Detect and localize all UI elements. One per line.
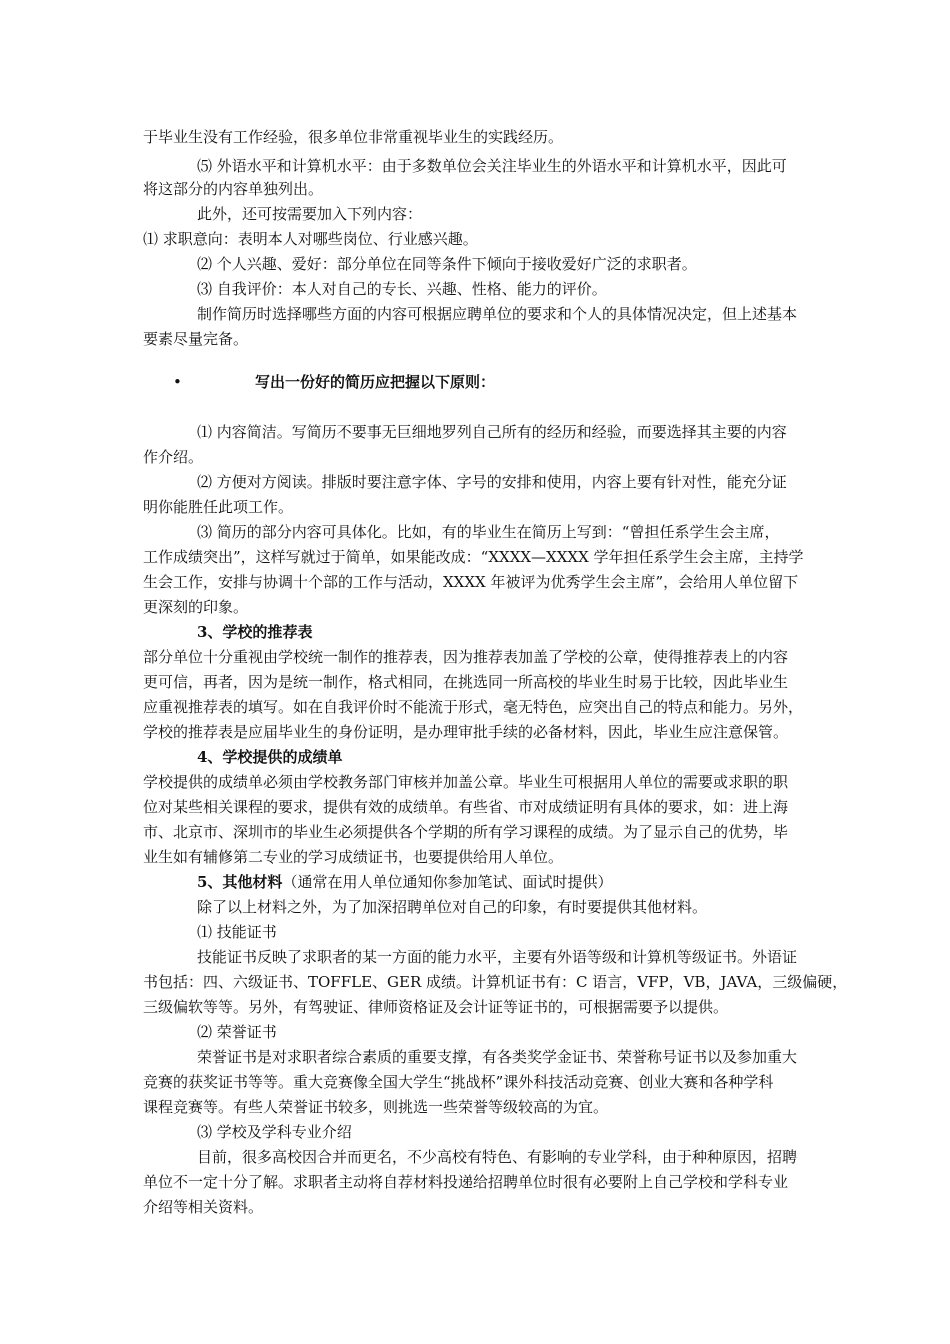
- section-heading: 3、学校的推荐表: [197, 623, 313, 641]
- paragraph-line: 竞赛的获奖证书等等。重大竞赛像全国大学生“挑战杯”课外科技活动竞赛、创业大赛和各种学科: [143, 1073, 774, 1091]
- list-item-line: ⑵ 方便对方阅读。排版时要注意字体、字号的安排和使用，内容上要有针对性，能充分证: [197, 473, 787, 491]
- paragraph-line: 三级偏软等等。另外，有驾驶证、律师资格证及会计证等证书的，可根据需要予以提供。: [143, 998, 729, 1016]
- list-item-line: ⑵ 个人兴趣、爱好：部分单位在同等条件下倾向于接收爱好广泛的求职者。: [197, 255, 697, 273]
- subheading: ⑶ 学校及学科专业介绍: [197, 1123, 352, 1141]
- paragraph-line: 位对某些相关课程的要求，提供有效的成绩单。有些省、市对成绩证明有具体的要求，如：进上海: [143, 798, 789, 816]
- paragraph-line: 书包括：四、六级证书、TOFFLE、GER 成绩。计算机证书有：C 语言，VFP，VB，JAVA，三级偏硬，: [143, 973, 848, 991]
- paragraph-line: 要素尽量完备。: [143, 330, 249, 348]
- section-heading-row: [197, 871, 612, 893]
- list-item-line: ⑴ 内容简洁。写简历不要事无巨细地罗列自己所有的经历和经验，而要选择其主要的内容: [197, 423, 787, 441]
- section-heading: 4、学校提供的成绩单: [197, 748, 343, 766]
- paragraph-line: 市、北京市、深圳市的毕业生必须提供各个学期的所有学习课程的成绩。为了显示自己的优势，毕: [143, 823, 789, 841]
- paragraph-line: 作介绍。: [143, 448, 204, 466]
- list-item-line: ⑶ 简历的部分内容可具体化。比如，有的毕业生在简历上写到：“曾担任系学生会主席，: [197, 523, 780, 541]
- paragraph-line: 更深刻的印象。: [143, 598, 249, 616]
- bullet-icon: •: [173, 373, 182, 391]
- list-item-line: ⑶ 自我评价：本人对自己的专长、兴趣、性格、能力的评价。: [197, 280, 607, 298]
- paragraph-line: 单位不一定十分了解。求职者主动将自荐材料投递给招聘单位时很有必要附上自己学校和学科专业: [143, 1173, 789, 1191]
- paragraph-line: 目前，很多高校因合并而更名，不少高校有特色、有影响的专业学科，由于种种原因，招聘: [197, 1148, 798, 1166]
- paragraph-line: 明你能胜任此项工作。: [143, 498, 294, 516]
- paragraph-line: 部分单位十分重视由学校统一制作的推荐表，因为推荐表加盖了学校的公章，使得推荐表上的内容: [143, 648, 789, 666]
- paragraph-line: 生会工作，安排与协调十个部的工作与活动，XXXX 年被评为优秀学生会主席”，会给用人单位留下: [143, 573, 799, 591]
- paragraph-line: 工作成绩突出”，这样写就过于简单，如果能改成：“XXXX—XXXX 学年担任系学生会主席，主持学: [143, 548, 804, 566]
- paragraph-line: 此外，还可按需要加入下列内容：: [197, 205, 423, 223]
- section-heading-note: （通常在用人单位通知你参加笔试、面试时提供）: [282, 873, 613, 891]
- subheading: ⑵ 荣誉证书: [197, 1023, 277, 1041]
- paragraph-line: 业生如有辅修第二专业的学习成绩证书，也要提供给用人单位。: [143, 848, 564, 866]
- list-item-line: ⑸ 外语水平和计算机水平：由于多数单位会关注毕业生的外语水平和计算机水平，因此可: [197, 157, 787, 175]
- paragraph-line: 介绍等相关资料。: [143, 1198, 264, 1216]
- paragraph-line: 学校的推荐表是应届毕业生的身份证明，是办理审批手续的必备材料，因此，毕业生应注意保管。: [143, 723, 789, 741]
- paragraph-line: 更可信，再者，因为是统一制作，格式相同，在挑选同一所高校的毕业生时易于比较，因此毕业生: [143, 673, 789, 691]
- paragraph-line: 荣誉证书是对求职者综合素质的重要支撑，有各类奖学金证书、荣誉称号证书以及参加重大: [197, 1048, 798, 1066]
- paragraph-line: 课程竞赛等。有些人荣誉证书较多，则挑选一些荣誉等级较高的为宜。: [143, 1098, 609, 1116]
- section-heading: 5、其他材料: [197, 873, 283, 891]
- list-item-line: ⑴ 求职意向：表明本人对哪些岗位、行业感兴趣。: [143, 230, 478, 248]
- paragraph-line: 制作简历时选择哪些方面的内容可根据应聘单位的要求和个人的具体情况决定，但上述基本: [197, 305, 798, 323]
- paragraph-line: 技能证书反映了求职者的某一方面的能力水平，主要有外语等级和计算机等级证书。外语证: [197, 948, 798, 966]
- paragraph-line: 除了以上材料之外，为了加深招聘单位对自己的印象，有时要提供其他材料。: [197, 898, 708, 916]
- paragraph-line: 于毕业生没有工作经验，很多单位非常重视毕业生的实践经历。: [143, 128, 564, 146]
- paragraph-line: 学校提供的成绩单必须由学校教务部门审核并加盖公章。毕业生可根据用人单位的需要或求职的职: [143, 773, 789, 791]
- paragraph-line: 将这部分的内容单独列出。: [143, 180, 324, 198]
- section-heading: 写出一份好的简历应把握以下原则：: [255, 373, 496, 391]
- subheading: ⑴ 技能证书: [197, 923, 277, 941]
- paragraph-line: 应重视推荐表的填写。如在自我评价时不能流于形式，毫无特色，应突出自己的特点和能力。另外，: [143, 698, 804, 716]
